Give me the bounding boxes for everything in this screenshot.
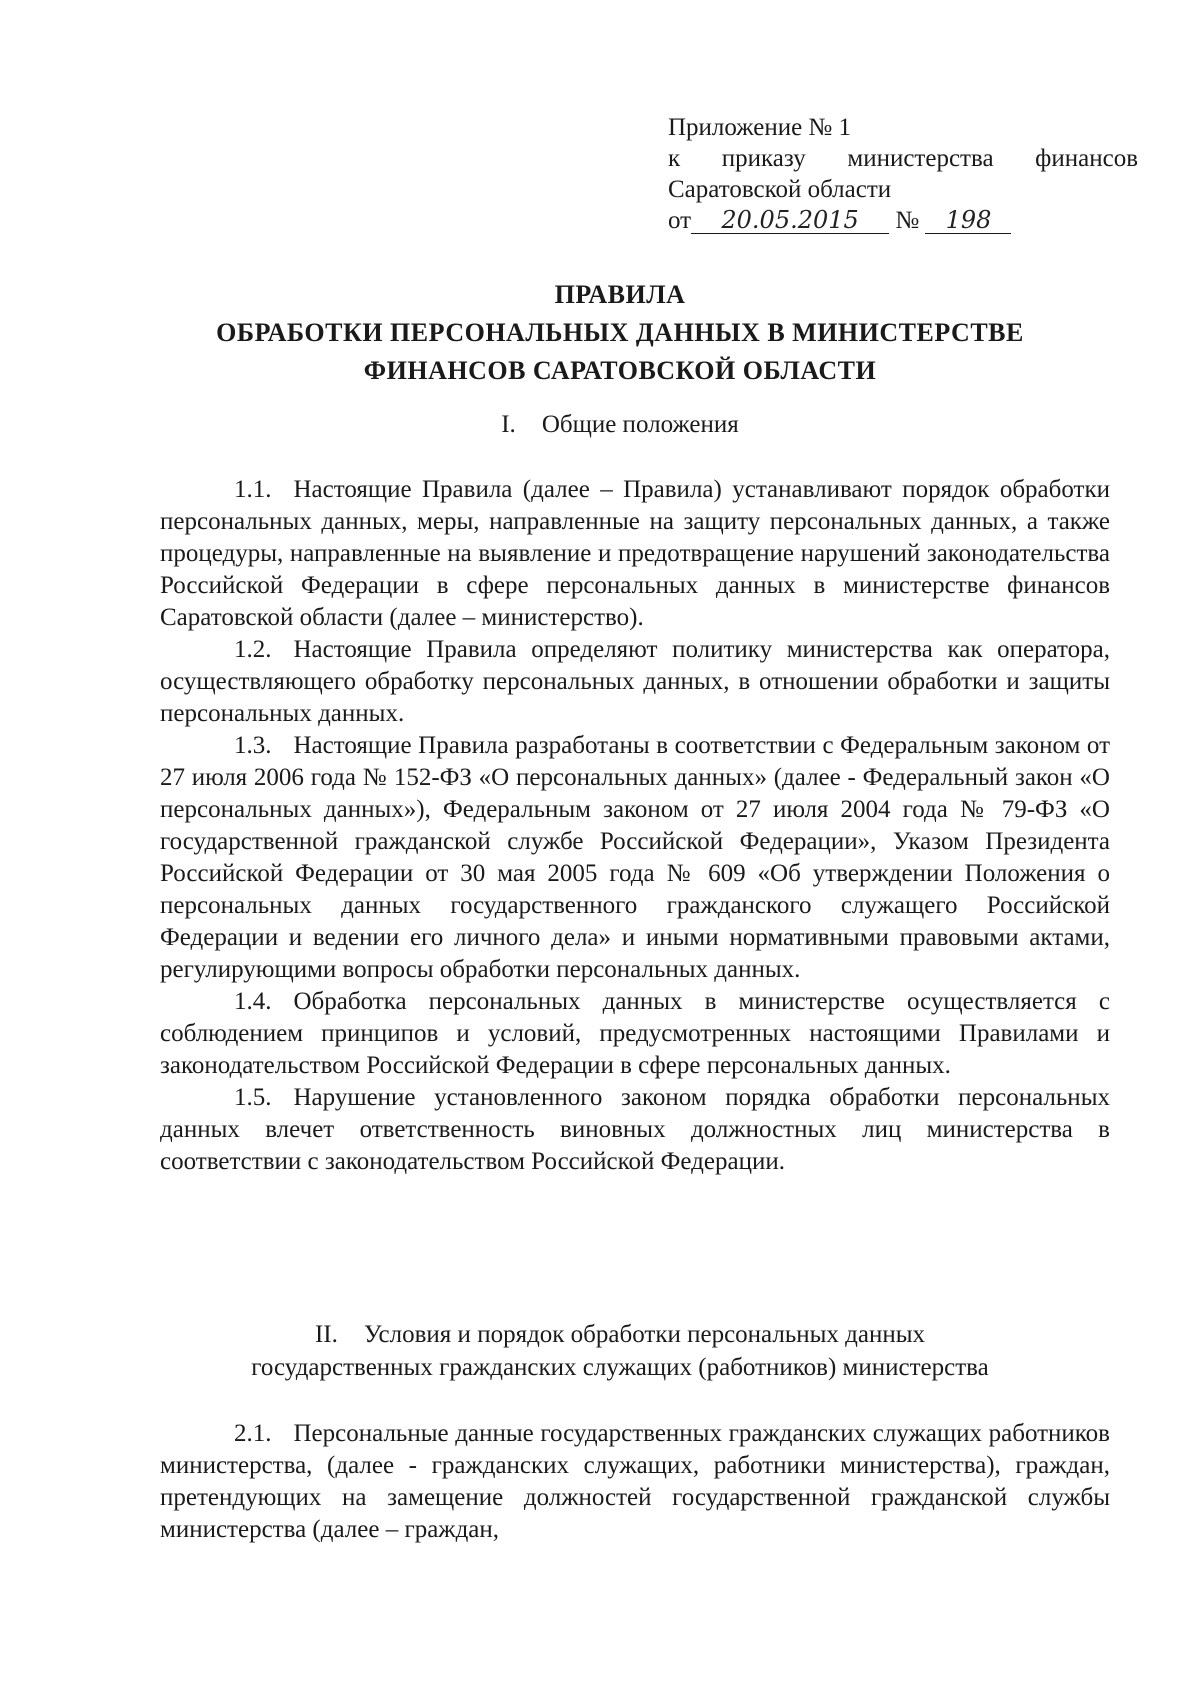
paragraph-number: 1.2. <box>234 636 272 663</box>
paragraph-1-5 <box>160 1082 1110 1178</box>
section-2-heading-line-1 <box>160 1318 1080 1351</box>
paragraph-number: 1.1. <box>234 476 272 503</box>
paragraph-text: Обработка персональных данных в министерстве осуществляется с соблюдением принципов и условий, предусмотренных настоящими Правилами и законодательством Российской Федерации в сфере персональных данных. <box>160 988 1110 1079</box>
number-label: № <box>895 207 920 234</box>
document-title <box>160 276 1080 390</box>
section-2-heading-line-2: государственных гражданских служащих (работников) министерства <box>251 1354 989 1381</box>
title-line-1: ПРАВИЛА <box>554 280 686 309</box>
section-2-title-line-1: Условия и порядок обработки персональных данных <box>363 1321 926 1348</box>
section-2-heading <box>160 1318 1080 1384</box>
appendix-line-1: Приложение № 1 <box>668 114 852 141</box>
paragraph-number: 1.3. <box>234 732 272 759</box>
appendix-line-3: Саратовской области <box>668 176 892 203</box>
paragraph-text: Настоящие Правила (далее – Правила) устанавливают порядок обработки персональных данных, меры, направленные на защиту персональных данных, а также процедуры, направленные на выявление и предотвращение нарушений законодательства Российской Федерации в сфере персональных данных в министерстве финансов Саратовской области (далее – министерство). <box>160 476 1110 631</box>
section-1-roman: I. <box>501 411 516 438</box>
paragraph-text: Настоящие Правила определяют политику министерства как оператора, осуществляющего обработку персональных данных, в отношении обработки и защиты персональных данных. <box>160 636 1110 727</box>
section-1-body <box>160 474 1110 1178</box>
handwritten-date: 20.05.2015 <box>691 207 889 234</box>
title-line-3: ФИНАНСОВ САРАТОВСКОЙ ОБЛАСТИ <box>363 356 877 385</box>
paragraph-2-1 <box>160 1418 1110 1546</box>
paragraph-number: 1.4. <box>234 988 272 1015</box>
paragraph-1-2 <box>160 634 1110 730</box>
handwritten-number: 198 <box>925 207 1011 234</box>
paragraph-text: Настоящие Правила разработаны в соответствии с Федеральным законом от 27 июля 2006 года № 152-ФЗ «О персональных данных» (далее - Федеральный закон «О персональных данных»), Федеральным законом от 27 июля 2004 года № 79-ФЗ «О государственной гражданской службе Российской Федерации», Указом Президента Российской Федерации от 30 мая 2005 года № 609 «Об утверждении Положения о персональных данных государственного гражданского служащего Российской Федерации и ведении его личного дела» и иными нормативными правовыми актами, регулирующими вопросы обработки персональных данных. <box>160 732 1110 983</box>
title-line-2: ОБРАБОТКИ ПЕРСОНАЛЬНЫХ ДАННЫХ В МИНИСТЕРСТВЕ <box>216 318 1024 347</box>
paragraph-number: 2.1. <box>234 1420 272 1447</box>
section-2-body <box>160 1418 1110 1546</box>
paragraph-text: Персональные данные государственных гражданских служащих работников министерства, (далее - гражданских служащих, работники министерства), граждан, претендующих на замещение должностей государственной гражданской службы министерства (далее – граждан, <box>160 1420 1110 1543</box>
paragraph-number: 1.5. <box>234 1084 272 1111</box>
appendix-block <box>668 112 1138 236</box>
section-1-title: Общие положения <box>541 411 739 438</box>
paragraph-1-3 <box>160 730 1110 986</box>
section-2-roman: II. <box>314 1321 338 1348</box>
paragraph-1-1 <box>160 474 1110 634</box>
appendix-date-line <box>668 205 1138 236</box>
section-1-heading <box>160 408 1080 441</box>
paragraph-text: Нарушение установленного законом порядка обработки персональных данных влечет ответственность виновных должностных лиц министерства в соответствии с законодательством Российской Федерации. <box>160 1084 1110 1175</box>
date-prefix: от <box>668 207 692 234</box>
appendix-line-2: к приказу министерства финансов <box>668 145 1138 172</box>
paragraph-1-4 <box>160 986 1110 1082</box>
